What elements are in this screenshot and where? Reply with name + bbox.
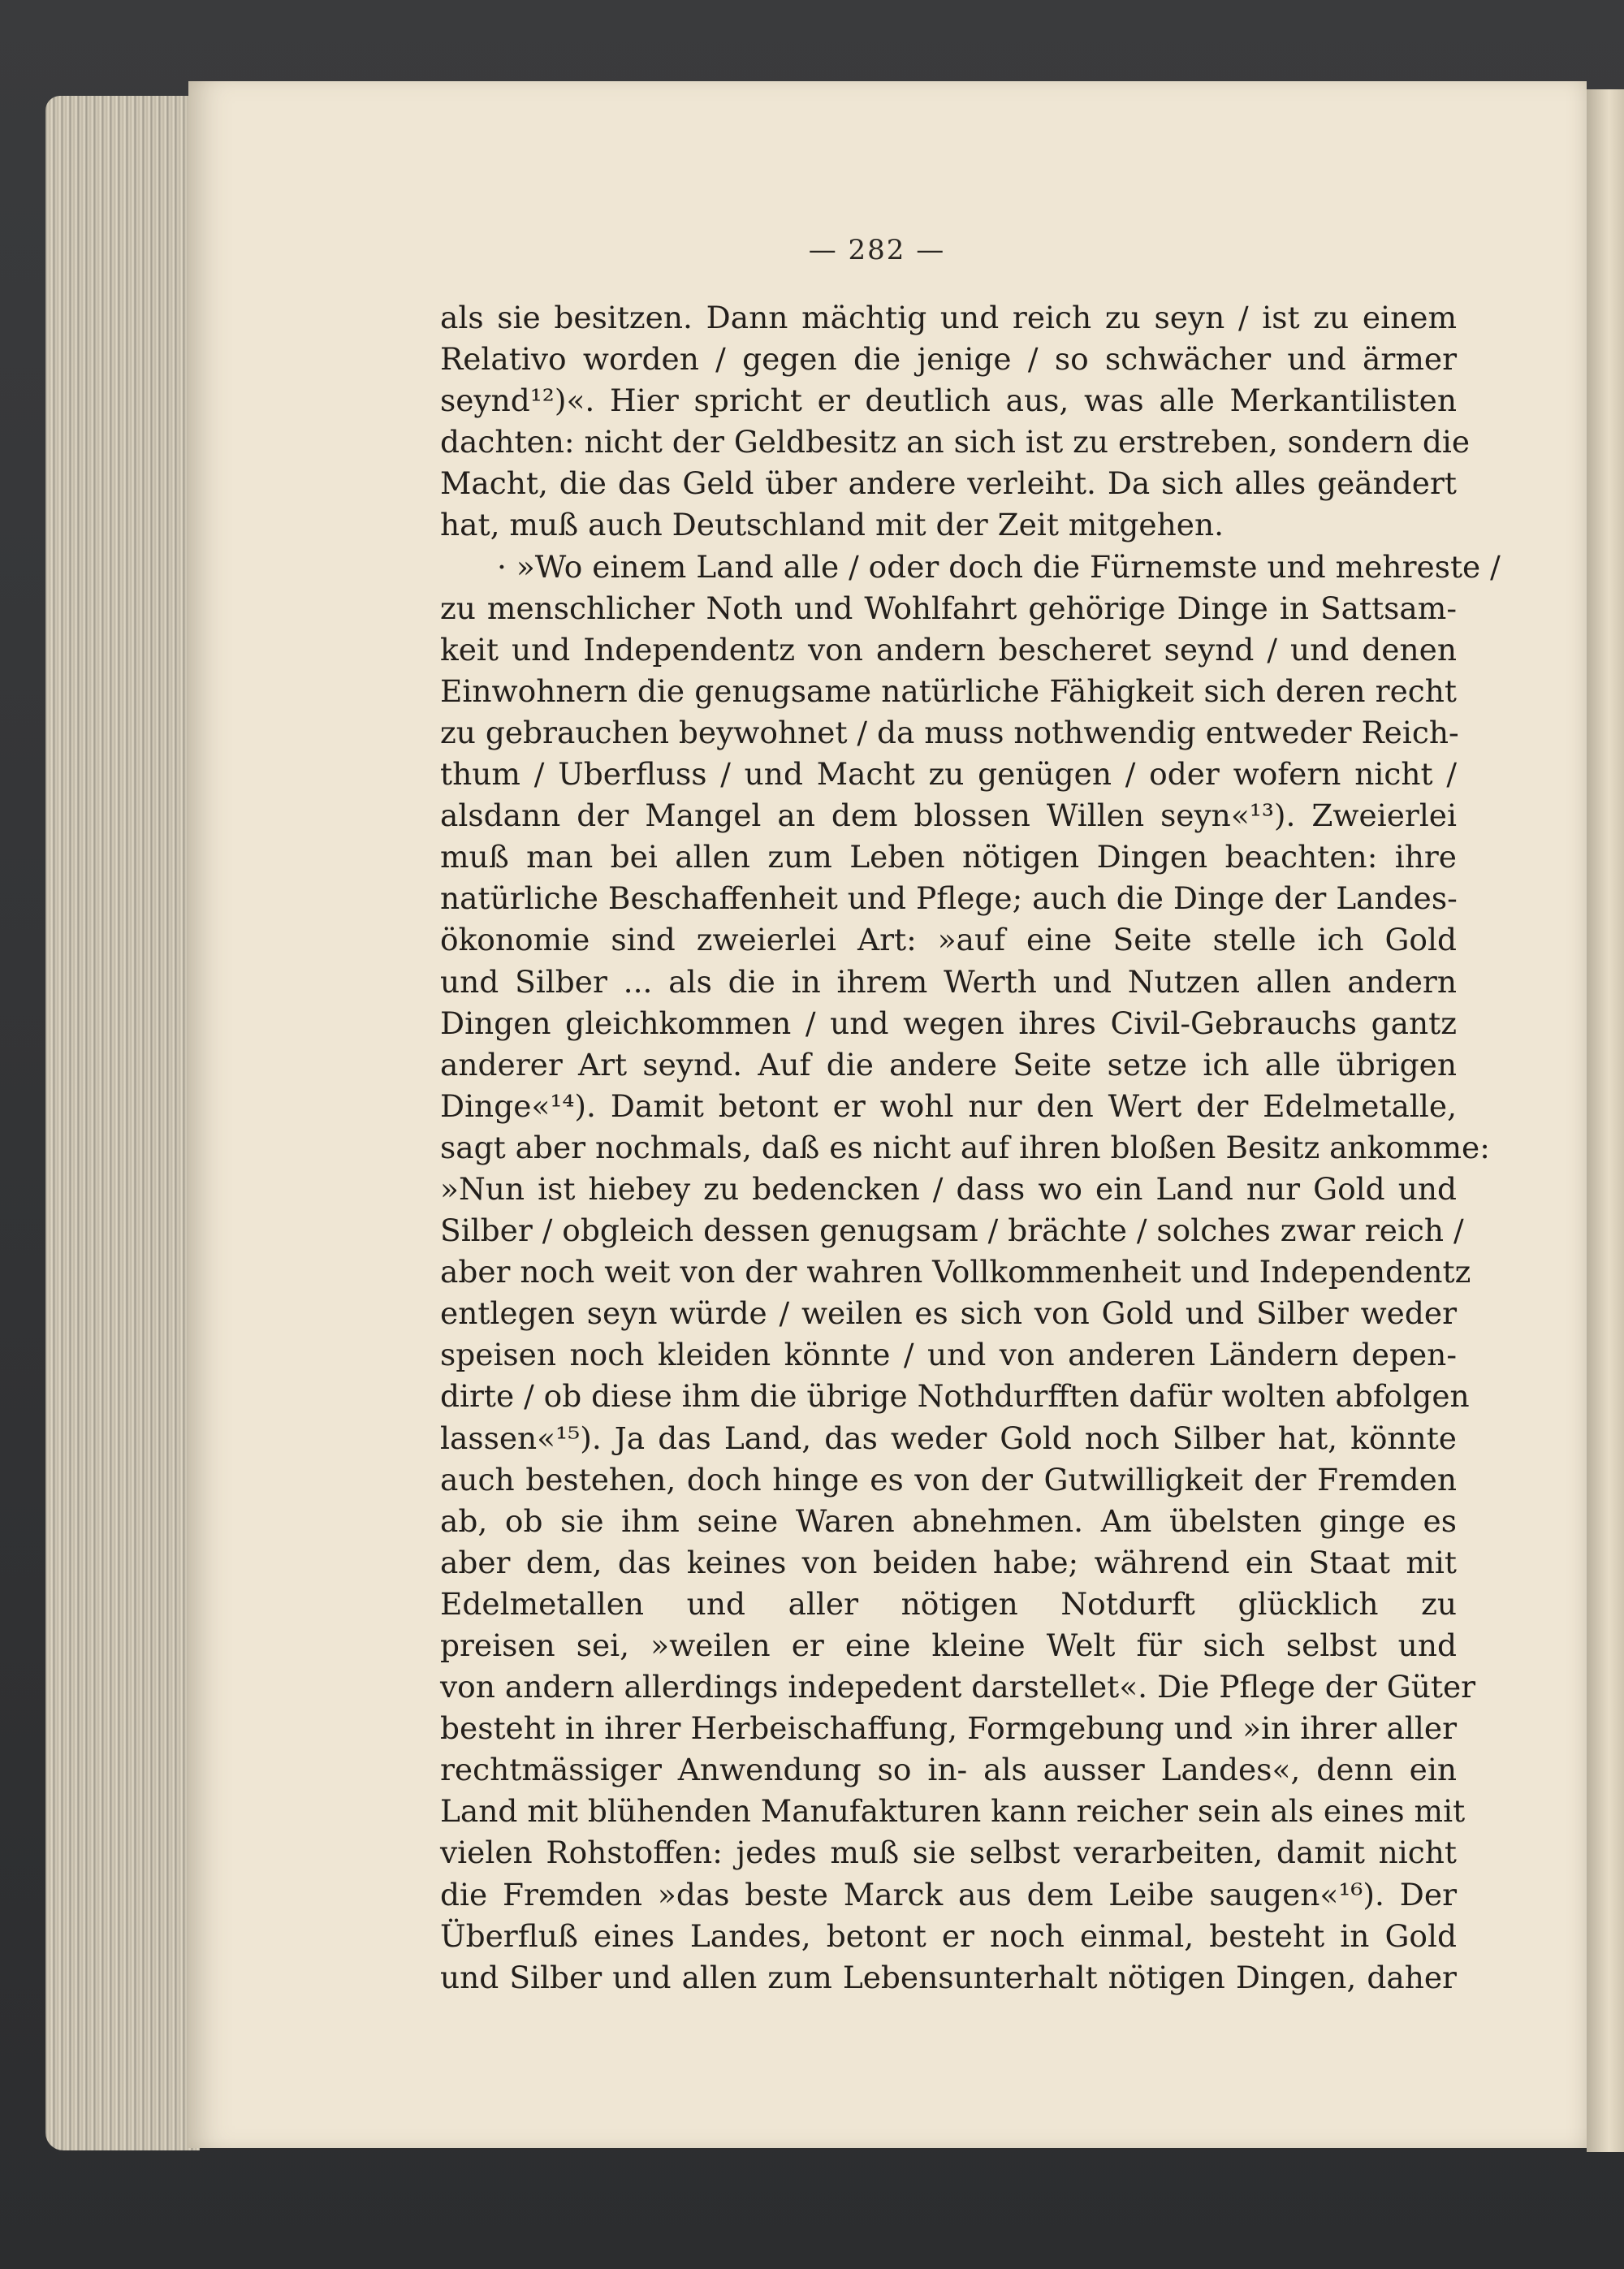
text-line: Land mit blühenden Manufakturen kann reicher sein als eines mit [440, 1793, 1466, 1830]
book-right-edge [1587, 89, 1624, 2152]
text-line: thum / Uberfluss / und Macht zu genügen / oder wofern nicht / [440, 756, 1457, 793]
text-line: seynd¹²)«. Hier spricht er deutlich aus, was alle Merkantilisten [440, 382, 1457, 419]
text-line: Einwohnern die genugsame natürliche Fähigkeit sich deren recht [440, 672, 1457, 709]
text-line: die Fremden »das beste Marck aus dem Leibe saugen«¹⁶). Der [440, 1876, 1457, 1912]
text-line: natürliche Beschaffenheit und Pflege; auch die Dinge der Landes- [440, 880, 1458, 917]
text-line: zu gebrauchen beywohnet / da muss nothwendig entweder Reich- [440, 714, 1459, 750]
text-line: ökonomie sind zweierlei Art: »auf eine Seite stelle ich Gold [440, 922, 1457, 958]
text-line: besteht in ihrer Herbeischaffung, Formgebung und »in ihrer aller [440, 1710, 1457, 1747]
text-line: und Silber und allen zum Lebensunterhalt nötigen Dingen, daher [440, 1959, 1457, 1995]
text-line: alsdann der Mangel an dem blossen Willen seyn«¹³). Zweierlei [440, 797, 1457, 834]
text-line: dachten: nicht der Geldbesitz an sich ist zu erstreben, sondern die [440, 424, 1471, 460]
text-line: vielen Rohstoffen: jedes muß sie selbst verarbeiten, damit nicht [440, 1835, 1457, 1871]
text-line: · »Wo einem Land alle / oder doch die Fürnemste und mehreste / [497, 548, 1501, 585]
text-line: »Nun ist hiebey zu bedencken / dass wo ein Land nur Gold und [440, 1170, 1457, 1207]
page-number: — 282 — [808, 234, 946, 266]
text-line: keit und Independentz von andern bescheret seynd / und denen [440, 631, 1457, 668]
text-line: zu menschlicher Noth und Wohlfahrt gehörige Dinge in Sattsam- [440, 590, 1457, 626]
book-page-edges [45, 96, 200, 2150]
text-line: muß man bei allen zum Leben nötigen Dingen beachten: ihre [440, 839, 1457, 875]
body-text [440, 297, 1501, 1999]
text-line: rechtmässiger Anwendung so in- als ausser Landes«, denn ein [440, 1752, 1457, 1788]
text-line: und Silber ... als die in ihrem Werth und Nutzen allen andern [440, 963, 1457, 1000]
text-line: anderer Art seynd. Auf die andere Seite setze ich alle übrigen [440, 1046, 1457, 1083]
text-line: aber dem, das keines von beiden habe; während ein Staat mit [440, 1544, 1457, 1580]
text-line: aber noch weit von der wahren Vollkommenheit und Independentz [440, 1254, 1471, 1290]
text-line: Relativo worden / gegen die jenige / so schwächer und ärmer [440, 341, 1457, 378]
text-line: Überfluß eines Landes, betont er noch einmal, besteht in Gold [440, 1917, 1457, 1954]
text-line: Edelmetallen und aller nötigen Notdurft glücklich zu [440, 1585, 1457, 1622]
text-line: entlegen seyn würde / weilen es sich von Gold und Silber weder [440, 1295, 1457, 1332]
text-line: hat, muß auch Deutschland mit der Zeit mitgehen. [440, 507, 1224, 543]
text-line: lassen«¹⁵). Ja das Land, das weder Gold noch Silber hat, könnte [440, 1420, 1457, 1456]
text-line: Silber / obgleich dessen genugsam / brächte / solches zwar reich / [440, 1212, 1464, 1249]
text-line: Dinge«¹⁴). Damit betont er wohl nur den Wert der Edelmetalle, [440, 1087, 1457, 1124]
text-line: Dingen gleichkommen / und wegen ihres Civil-Gebrauchs gantz [440, 1005, 1457, 1041]
text-line: als sie besitzen. Dann mächtig und reich zu seyn / ist zu einem [440, 300, 1457, 335]
text-line: Macht, die das Geld über andere verleiht. Da sich alles geändert [440, 465, 1457, 502]
text-line: von andern allerdings indepedent darstellet«. Die Pflege der Güter [440, 1669, 1476, 1705]
text-line: ab, ob sie ihm seine Waren abnehmen. Am übelsten ginge es [440, 1502, 1457, 1539]
text-line: dirte / ob diese ihm die übrige Nothdurfften dafür wolten abfolgen [440, 1378, 1470, 1415]
text-line: preisen sei, »weilen er eine kleine Welt für sich selbst und [440, 1627, 1457, 1663]
text-line: speisen noch kleiden könnte / und von anderen Ländern depen- [440, 1337, 1457, 1373]
text-line: sagt aber nochmals, daß es nicht auf ihren bloßen Besitz ankomme: [440, 1129, 1490, 1165]
text-line: auch bestehen, doch hinge es von der Gutwilligkeit der Fremden [440, 1461, 1457, 1498]
